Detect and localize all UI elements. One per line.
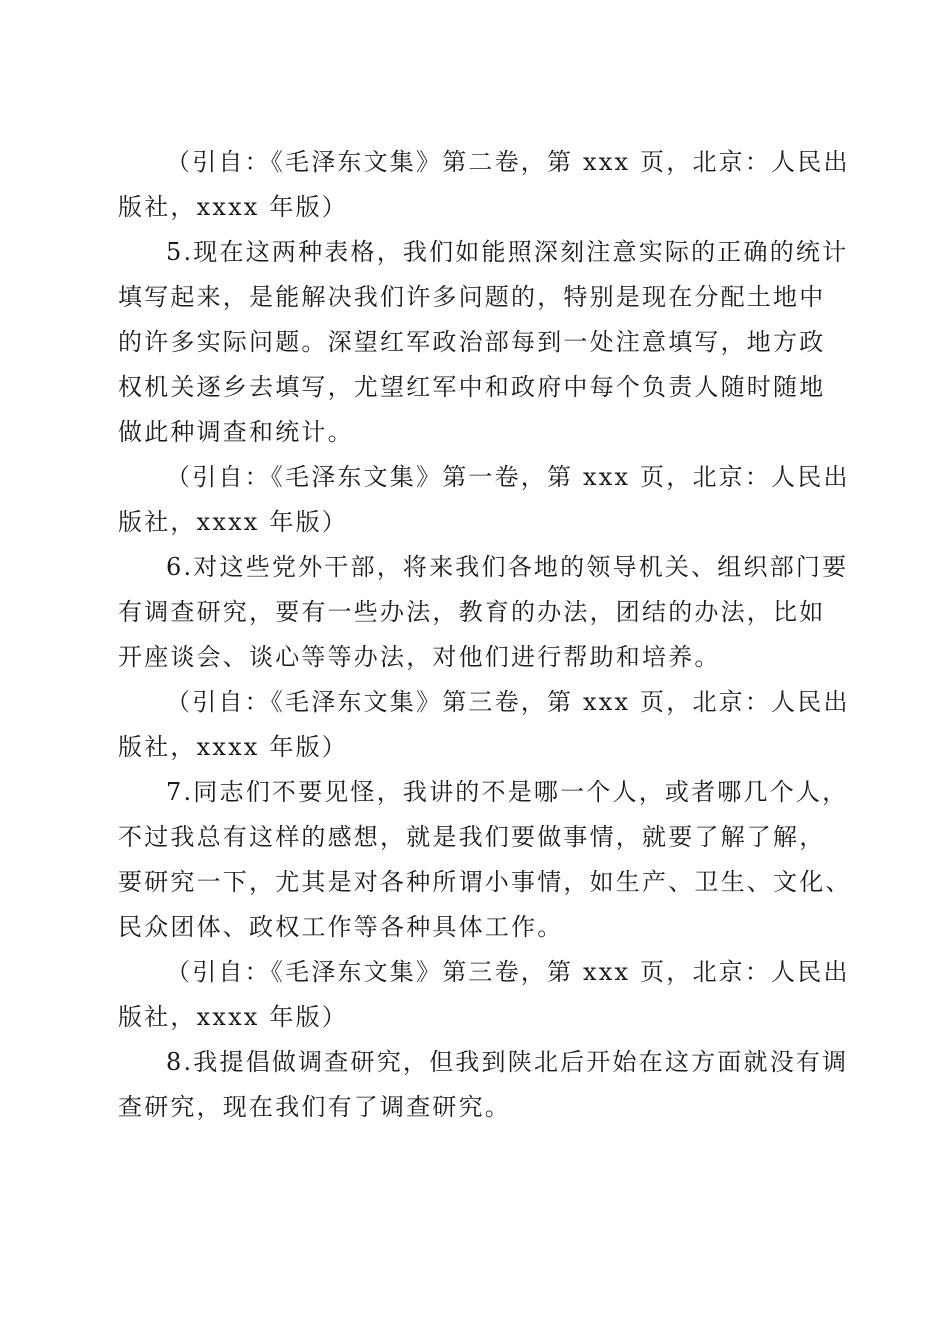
- text-line: 做此种调查和统计。: [118, 418, 354, 446]
- text-line: 民众团体、政权工作等各种具体工作。: [118, 913, 564, 941]
- quote-8: [118, 1040, 849, 1130]
- text-line: 版社，xxxx 年版）: [118, 733, 348, 761]
- text-line: 要研究一下，尤其是对各种所谓小事情，如生产、卫生、文化、: [118, 868, 852, 896]
- citation-2: [118, 455, 850, 545]
- text-line: 版社，xxxx 年版）: [118, 1003, 348, 1031]
- text-line: 8.我提倡做调查研究，但我到陕北后开始在这方面就没有调: [166, 1048, 849, 1076]
- text-line: （引自：《毛泽东文集》第二卷，第 xxx 页，北京：人民出: [166, 148, 850, 176]
- quote-6: [118, 545, 849, 680]
- quote-5: [118, 230, 849, 455]
- citation-4: [118, 950, 850, 1040]
- citation-3: [118, 680, 850, 770]
- citation-1: [118, 140, 850, 230]
- document-body: [118, 140, 852, 1130]
- text-line: （引自：《毛泽东文集》第一卷，第 xxx 页，北京：人民出: [166, 463, 850, 491]
- text-line: 查研究，现在我们有了调查研究。: [118, 1093, 511, 1121]
- text-line: 5.现在这两种表格，我们如能照深刻注意实际的正确的统计: [166, 238, 849, 266]
- text-line: 版社，xxxx 年版）: [118, 508, 348, 536]
- text-line: 7.同志们不要见怪，我讲的不是哪一个人，或者哪几个人，: [166, 778, 849, 806]
- text-line: 权机关逐乡去填写，尤望红军中和政府中每个负责人随时随地: [118, 373, 826, 401]
- text-line: （引自：《毛泽东文集》第三卷，第 xxx 页，北京：人民出: [166, 958, 850, 986]
- text-line: 6.对这些党外干部，将来我们各地的领导机关、组织部门要: [166, 553, 849, 581]
- text-line: 版社，xxxx 年版）: [118, 193, 348, 221]
- quote-7: [118, 770, 852, 950]
- text-line: （引自：《毛泽东文集》第三卷，第 xxx 页，北京：人民出: [166, 688, 850, 716]
- text-line: 的许多实际问题。深望红军政治部每到一处注意填写，地方政: [118, 328, 826, 356]
- text-line: 有调查研究，要有一些办法，教育的办法，团结的办法，比如: [118, 598, 826, 626]
- text-line: 不过我总有这样的感想，就是我们要做事情，就要了解了解，: [118, 823, 826, 851]
- text-line: 填写起来，是能解决我们许多问题的，特别是现在分配土地中: [118, 283, 826, 311]
- text-line: 开座谈会、谈心等等办法，对他们进行帮助和培养。: [118, 643, 721, 671]
